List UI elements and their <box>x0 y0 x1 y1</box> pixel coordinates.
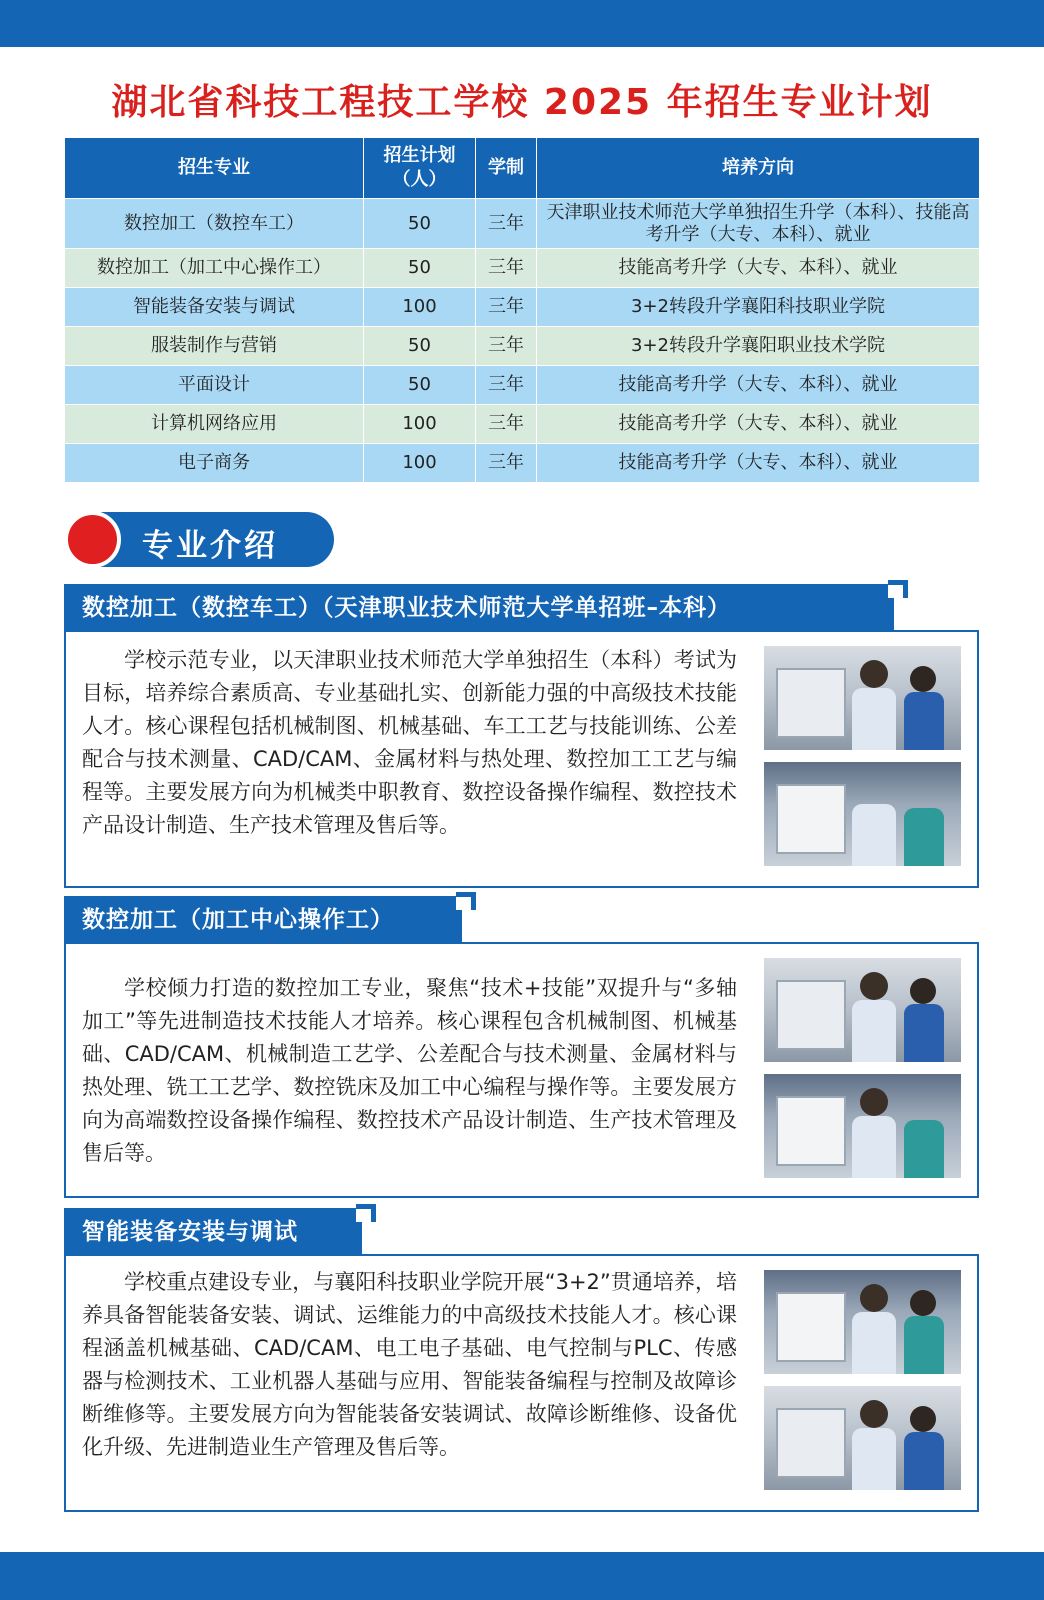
major-heading-tab <box>64 1208 362 1256</box>
major-block-machining-center <box>64 896 979 1198</box>
table-row <box>65 199 980 249</box>
table-row <box>65 366 980 405</box>
cell-years: 三年 <box>476 199 537 249</box>
table-row <box>65 288 980 327</box>
workshop-photo <box>764 646 961 750</box>
page-title: 湖北省科技工程技工学校 2025 年招生专业计划 <box>111 82 933 123</box>
cell-plan: 50 <box>364 327 476 366</box>
corner-notch-icon <box>356 1204 376 1222</box>
major-description: 学校示范专业，以天津职业技术师范大学单独招生（本科）考试为目标，培养综合素质高、专业基础扎实、创新能力强的中高级技术技能人才。核心课程包括机械制图、机械基础、车工工艺与技能训练、公差配合与技术测量、CAD/CAM、金属材料与热处理、数控加工工艺与编程等。主要发展方向为机械类中职教育、数控设备操作编程、数控技术产品设计制造、生产技术管理及售后等。 <box>82 648 737 837</box>
major-description: 学校重点建设专业，与襄阳科技职业学院开展“3+2”贯通培养，培养具备智能装备安装、调试、运维能力的中高级技术技能人才。核心课程涵盖机械基础、CAD/CAM、电工电子基础、电气控制与PLC、传感器与检测技术、工业机器人基础与应用、智能装备编程与控制及故障诊断维修等。主要发展方向为智能装备安装调试、故障诊断维修、设备优化升级、先进制造业生产管理及售后等。 <box>82 1270 737 1459</box>
top-banner <box>0 0 1044 47</box>
cell-plan: 50 <box>364 366 476 405</box>
cell-direction: 3+2转段升学襄阳职业技术学院 <box>537 327 980 366</box>
cell-plan: 100 <box>364 444 476 483</box>
major-block-intelligent-equipment <box>64 1208 979 1512</box>
cell-major: 智能装备安装与调试 <box>65 288 364 327</box>
major-body-box <box>64 1254 979 1512</box>
cell-major: 电子商务 <box>65 444 364 483</box>
cell-direction: 天津职业技术师范大学单独招生升学（本科）、技能高考升学（大专、本科）、就业 <box>537 199 980 249</box>
cell-major: 平面设计 <box>65 366 364 405</box>
cell-years: 三年 <box>476 366 537 405</box>
cell-years: 三年 <box>476 288 537 327</box>
cell-direction: 技能高考升学（大专、本科）、就业 <box>537 249 980 288</box>
major-heading: 智能装备安装与调试 <box>82 1219 298 1245</box>
cell-plan: 50 <box>364 199 476 249</box>
cell-major: 数控加工（数控车工） <box>65 199 364 249</box>
major-body-box <box>64 942 979 1198</box>
enrollment-plan-table <box>64 137 980 483</box>
header-direction: 培养方向 <box>537 138 980 199</box>
workshop-photo <box>764 1074 961 1178</box>
bottom-banner <box>0 1552 1044 1600</box>
cell-major: 服装制作与营销 <box>65 327 364 366</box>
cell-years: 三年 <box>476 444 537 483</box>
table-row <box>65 444 980 483</box>
section-heading-label: 专业介绍 <box>142 528 278 564</box>
cell-plan: 100 <box>364 288 476 327</box>
cell-direction: 技能高考升学（大专、本科）、就业 <box>537 366 980 405</box>
table-row <box>65 249 980 288</box>
cell-years: 三年 <box>476 405 537 444</box>
corner-notch-icon <box>888 580 908 598</box>
major-description: 学校倾力打造的数控加工专业，聚焦“技术+技能”双提升与“多轴加工”等先进制造技术技能人才培养。核心课程包含机械制图、机械基础、CAD/CAM、机械制造工艺学、公差配合与技术测量、金属材料与热处理、铣工工艺学、数控铣床及加工中心编程与操作等。主要发展方向为高端数控设备操作编程、数控技术产品设计制造、生产技术管理及售后等。 <box>82 976 737 1165</box>
cell-direction: 技能高考升学（大专、本科）、就业 <box>537 444 980 483</box>
cell-years: 三年 <box>476 249 537 288</box>
cell-direction: 3+2转段升学襄阳科技职业学院 <box>537 288 980 327</box>
header-years: 学制 <box>476 138 537 199</box>
header-plan: 招生计划（人） <box>364 138 476 199</box>
major-heading: 数控加工（数控车工）（天津职业技术师范大学单招班–本科） <box>82 595 731 621</box>
major-heading-tab <box>64 896 462 944</box>
corner-notch-icon <box>456 892 476 910</box>
workshop-photo <box>764 1386 961 1490</box>
table-row <box>65 327 980 366</box>
cell-direction: 技能高考升学（大专、本科）、就业 <box>537 405 980 444</box>
header-major: 招生专业 <box>65 138 364 199</box>
section-heading-major-intro <box>64 511 334 568</box>
workshop-photo <box>764 762 961 866</box>
major-body-box <box>64 630 979 888</box>
cell-major: 数控加工（加工中心操作工） <box>65 249 364 288</box>
red-dot-icon <box>64 511 121 568</box>
workshop-photo <box>764 1270 961 1374</box>
cell-years: 三年 <box>476 327 537 366</box>
cell-major: 计算机网络应用 <box>65 405 364 444</box>
table-row <box>65 405 980 444</box>
major-block-cnc-turning <box>64 584 979 888</box>
cell-plan: 50 <box>364 249 476 288</box>
workshop-photo <box>764 958 961 1062</box>
table-header-row <box>65 138 980 199</box>
cell-plan: 100 <box>364 405 476 444</box>
major-heading: 数控加工（加工中心操作工） <box>82 907 394 933</box>
major-heading-tab <box>64 584 894 632</box>
